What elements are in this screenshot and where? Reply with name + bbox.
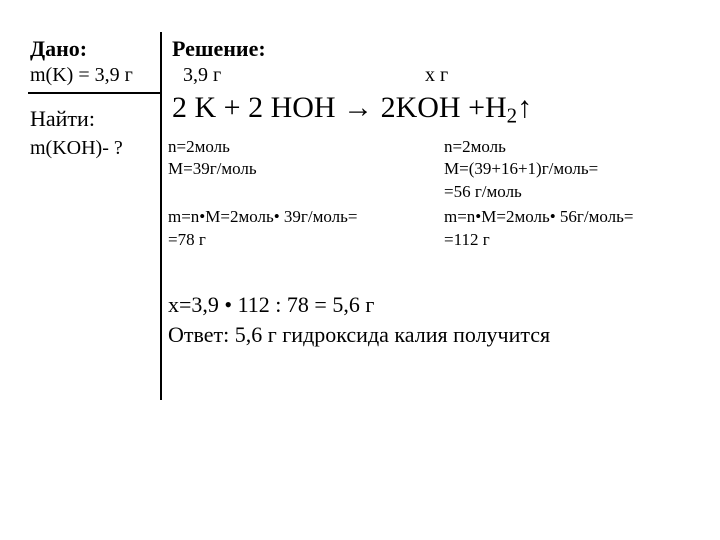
k-moles: n=2моль: [168, 137, 230, 156]
k-molar-mass: M=39г/моль: [168, 159, 257, 178]
k-mass-line2: =78 г: [168, 230, 206, 249]
answer-text: Ответ: 5,6 г гидроксида калия получится: [168, 322, 551, 347]
given-title: Дано:: [30, 36, 88, 61]
proportion-calculation: х=3,9 • 112 : 78 = 5,6 г: [168, 292, 375, 317]
given-mass-k: m(K) = 3,9 г: [30, 64, 133, 86]
koh-molar-mass-line1: M=(39+16+1)г/моль=: [444, 159, 599, 178]
koh-molar-mass-line2: =56 г/моль: [444, 182, 522, 201]
reaction-equation: [172, 91, 533, 128]
k-mass-line1: m=n•M=2моль• 39г/моль=: [168, 207, 358, 226]
mass-above-k: 3,9 г: [183, 64, 222, 86]
horizontal-divider: [28, 92, 161, 94]
mass-above-koh: х г: [425, 64, 449, 86]
koh-mass-line2: =112 г: [444, 230, 490, 249]
equation-gas-arrow: ↑: [517, 91, 533, 124]
find-mass-koh: m(KOH)- ?: [30, 137, 123, 159]
vertical-divider: [160, 32, 162, 400]
koh-mass-line1: m=n•M=2моль• 56г/моль=: [444, 207, 634, 226]
solution-title: Решение:: [172, 36, 266, 61]
koh-moles: n=2моль: [444, 137, 506, 156]
find-title: Найти:: [30, 106, 95, 131]
equation-main: 2 K + 2 HOH → 2KOH +H: [172, 91, 507, 124]
equation-subscript: 2: [506, 103, 518, 128]
